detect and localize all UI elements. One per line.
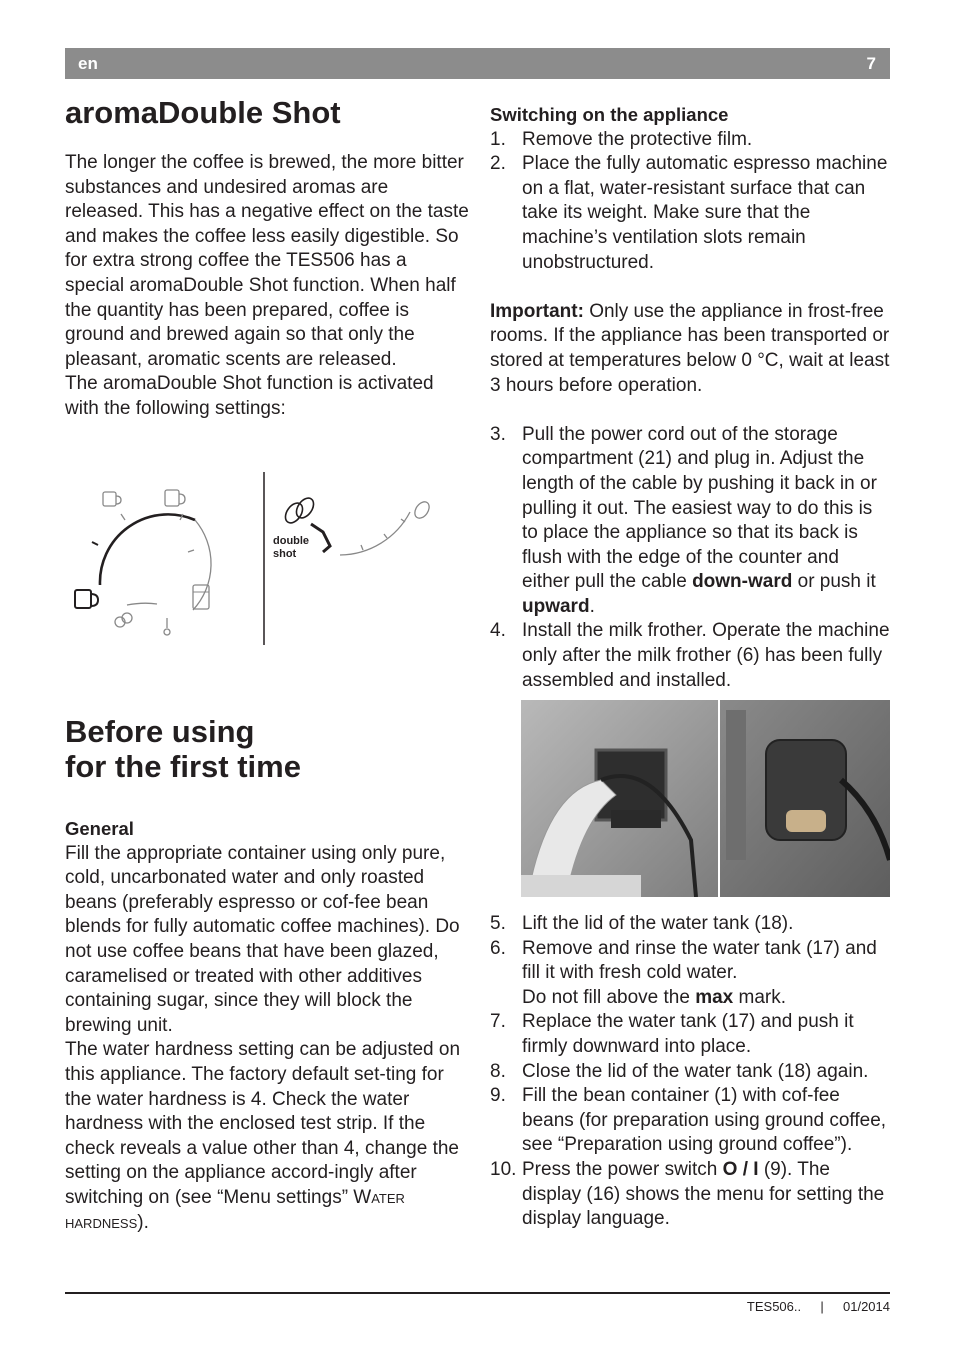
right-column <box>490 103 890 693</box>
list-item: 3. Pull the power cord out of the storage compartment (21) and plug in. Adjust the length of the cable by pushing it back in or pulling it out. The easiest way to do this is to place the appliance so that its back is flush with the edge of the counter and either pull the cable down-ward or push it upward. <box>490 423 877 617</box>
footer-divider <box>65 1292 890 1294</box>
steps-list-3 <box>490 912 890 1232</box>
list-item: 2. Place the fully automatic espresso machine on a flat, water-resistant surface that can take its weight. Make sure that the machine’s ventilation slots remain unobstructured. <box>490 153 888 273</box>
appliance-photo <box>521 700 890 897</box>
language-code: en <box>78 54 98 73</box>
steps-list-2 <box>490 423 890 694</box>
water-hardness-term: Water hardness <box>65 1186 405 1233</box>
general-paragraph-2-end: ). <box>137 1211 149 1233</box>
switching-heading: Switching on the appliance <box>490 104 729 125</box>
footer-separator: | <box>820 1299 824 1314</box>
list-item: 6. Remove and rinse the water tank (17) and fill it with fresh cold water. Do not fill above the max mark. <box>490 937 877 1008</box>
general-paragraph-2-main: The water hardness setting can be adjusted on this appliance. The factory default set-ting for the water hardness is 4. Check the water hardness with the enclosed test strip. If the check reveals a value other than 4, change the setting on the appliance accord-ingly after switching on (see “Menu settings” <box>65 1039 461 1208</box>
page-number: 7 <box>866 54 876 73</box>
list-item: 5. Lift the lid of the water tank (18). <box>490 913 794 934</box>
general-heading: General <box>65 818 134 839</box>
aroma-paragraph-1: The longer the coffee is brewed, the more bitter substances and undesired aromas are released. This has a negative effect on the taste and makes the coffee less easily digestible. So for extra strong coffee the TES506 has a special aromaDouble Shot function. When half the quantity has been prepared, coffee is ground and brewed again so that only the pleasant, aromatic scents are released. <box>65 152 469 370</box>
section-title-before-line1: Before using <box>65 714 255 749</box>
general-paragraph-2 <box>65 1038 470 1235</box>
steps-list-1 <box>490 128 890 276</box>
dial-label-double: double <box>273 535 310 547</box>
aroma-paragraph-2: The aromaDouble Shot function is activated with the following settings: <box>65 373 434 419</box>
appliance-photo-illustration <box>521 700 890 897</box>
list-item: 4. Install the milk frother. Operate the machine only after the milk frother (6) has been fully assembled and installed. <box>490 620 890 691</box>
left-column <box>65 95 470 422</box>
dial-illustration <box>65 470 465 650</box>
section-title-aroma: aromaDouble Shot <box>65 95 341 130</box>
dial-label-shot: shot <box>273 548 297 560</box>
list-item: 7. Replace the water tank (17) and push it firmly downward into place. <box>490 1011 854 1057</box>
general-paragraph-1: Fill the appropriate container using only pure, cold, uncarbonated water and only roasted beans (preferably espresso or cof-fee bean blends for fully automatic coffee machines). Do not use coffee beans that have been glazed, caramelised or treated with other additives containing sugar, since they will block the brewing unit. <box>65 842 460 1036</box>
footer <box>747 1299 890 1314</box>
power-switch-symbol: O / I <box>722 1158 759 1180</box>
footer-model: TES506.. <box>746 1299 802 1314</box>
dial-diagram <box>65 470 465 650</box>
list-item: 10. Press the power switch O / I (9). The display (16) shows the menu for setting the display language. <box>490 1158 885 1230</box>
list-item: 8. Close the lid of the water tank (18) again. <box>490 1060 869 1082</box>
important-note: Important: Only use the appliance in frost-free rooms. If the appliance has been transported or stored at temperatures below 0 °C, wait at least 3 hours before operation. <box>490 300 890 396</box>
footer-date: 01/2014 <box>843 1299 890 1314</box>
steps-list-3-wrapper <box>490 912 890 1232</box>
list-item: 1. Remove the protective film. <box>490 128 753 150</box>
important-label: Important: <box>490 300 584 322</box>
section-title-before-line2: for the first time <box>65 749 301 784</box>
before-section <box>65 714 470 1235</box>
page-header-bar <box>65 48 890 79</box>
list-item: 9. Fill the bean container (1) with cof-fee beans (for preparation using ground coffee, see “Preparation using ground coffee”). <box>490 1085 887 1156</box>
